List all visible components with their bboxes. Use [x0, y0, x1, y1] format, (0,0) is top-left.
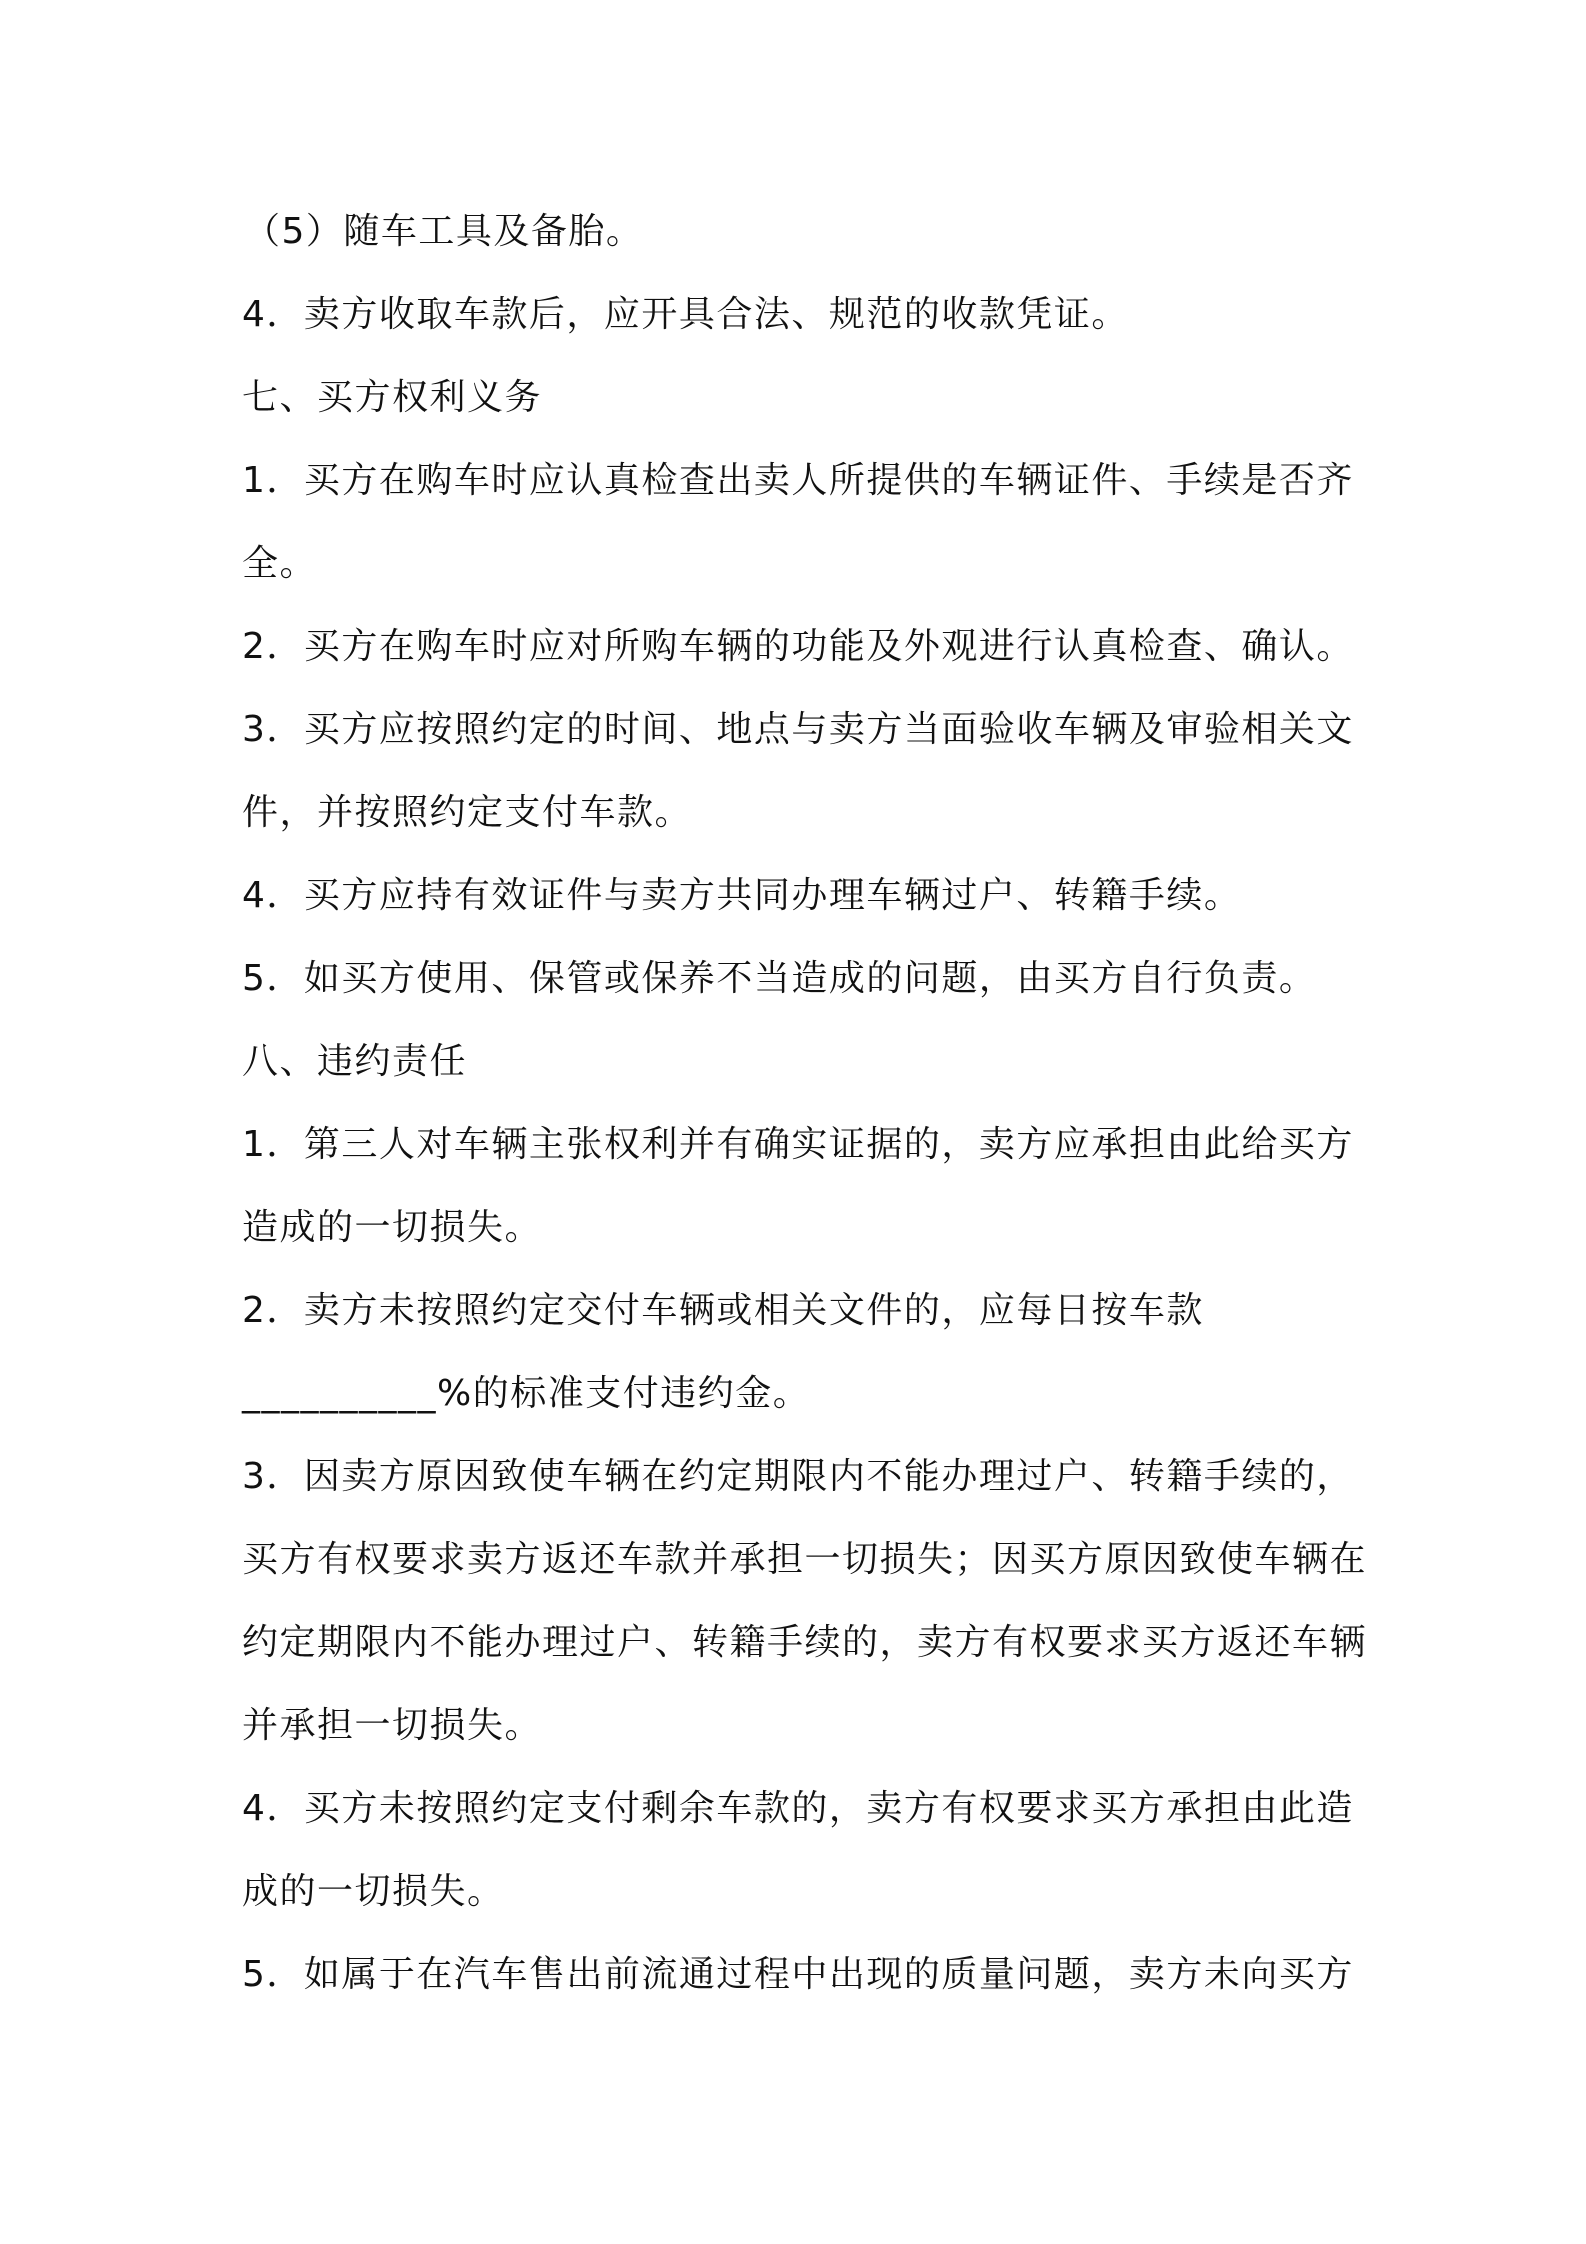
clause-line-liability-1: 1．第三人对车辆主张权利并有确实证据的，卖方应承担由此给买方: [242, 1124, 1354, 1165]
clause-line-liability-1-cont: 造成的一切损失。: [242, 1207, 543, 1248]
clause-line-buyer-3: 3．买方应按照约定的时间、地点与卖方当面验收车辆及审验相关文: [242, 709, 1354, 750]
clause-line-buyer-4: 4．买方应持有效证件与卖方共同办理车辆过户、转籍手续。: [242, 875, 1242, 916]
clause-line-liability-4-cont: 成的一切损失。: [242, 1871, 505, 1912]
clause-line-liability-3-cont-c: 并承担一切损失。: [242, 1705, 543, 1746]
clause-line-buyer-3-cont: 件，并按照约定支付车款。: [242, 792, 693, 833]
contract-body: [242, 190, 1368, 2016]
clause-line-buyer-1: 1．买方在购车时应认真检查出卖人所提供的车辆证件、手续是否齐: [242, 460, 1354, 501]
clause-line-liability-2: 2．卖方未按照约定交付车辆或相关文件的，应每日按车款: [242, 1290, 1204, 1331]
clause-line-liability-2-cont: __________%的标准支付违约金。: [242, 1373, 811, 1414]
clause-line-spare-tools: （5）随车工具及备胎。: [244, 211, 644, 252]
clause-line-receipt: 4．卖方收取车款后，应开具合法、规范的收款凭证。: [242, 294, 1129, 335]
section-heading-liability: 八、违约责任: [242, 1041, 468, 1082]
clause-line-buyer-5: 5．如买方使用、保管或保养不当造成的问题，由买方自行负责。: [242, 958, 1317, 999]
clause-line-liability-5: 5．如属于在汽车售出前流通过程中出现的质量问题，卖方未向买方: [242, 1954, 1354, 1995]
clause-line-liability-3-cont-b: 约定期限内不能办理过户、转籍手续的，卖方有权要求买方返还车辆: [242, 1622, 1368, 1663]
clause-line-buyer-1-cont: 全。: [242, 543, 318, 584]
clause-line-buyer-2: 2．买方在购车时应对所购车辆的功能及外观进行认真检查、确认。: [242, 626, 1354, 667]
clause-line-liability-3: 3．因卖方原因致使车辆在约定期限内不能办理过户、转籍手续的，: [242, 1456, 1354, 1497]
clause-line-liability-3-cont-a: 买方有权要求卖方返还车款并承担一切损失；因买方原因致使车辆在: [242, 1539, 1368, 1580]
clause-line-liability-4: 4．买方未按照约定支付剩余车款的，卖方有权要求买方承担由此造: [242, 1788, 1354, 1829]
section-heading-buyer-rights: 七、买方权利义务: [242, 377, 543, 418]
